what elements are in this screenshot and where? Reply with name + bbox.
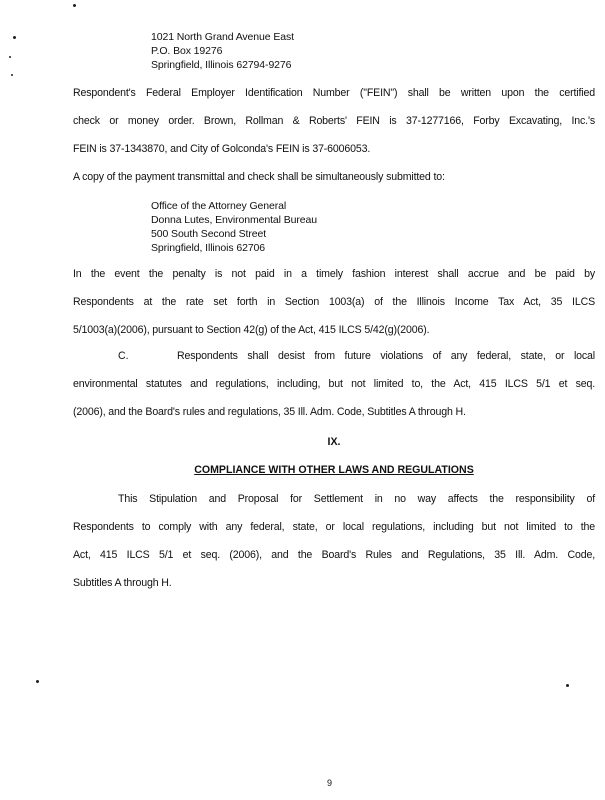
scan-speck — [566, 684, 569, 687]
ag-address-office: Office of the Attorney General — [151, 200, 287, 212]
copy-instruction: A copy of the payment transmittal and check shall be simultaneously submitted to: — [73, 171, 445, 183]
section-number: IX. — [327, 436, 341, 448]
ag-address-bureau: Donna Lutes, Environmental Bureau — [151, 214, 317, 226]
compliance-paragraph-line-3: Act, 415 ILCS 5/1 et seq. (2006), and the Board's Rules and Regulations, 35 Ill. Adm. Code, — [73, 549, 595, 561]
fein-paragraph-line-3: FEIN is 37-1343870, and City of Golconda's FEIN is 37-6006053. — [73, 143, 371, 155]
scan-speck — [36, 680, 39, 683]
interest-paragraph-line-3: 5/1003(a)(2006), pursuant to Section 42(g) of the Act, 415 ILCS 5/42(g)(2006). — [73, 324, 430, 336]
paragraph-c-line-2: environmental statutes and regulations, including, but not limited to, the Act, 415 ILCS 5/1 et seq. — [73, 378, 595, 390]
paragraph-c-label: C. — [118, 350, 129, 362]
interest-paragraph-line-1: In the event the penalty is not paid in a timely fashion interest shall accrue and be paid by — [73, 268, 595, 280]
compliance-paragraph-line-2: Respondents to comply with any federal, state, or local regulations, including but not limited to the — [73, 521, 595, 533]
compliance-paragraph-line-1: This Stipulation and Proposal for Settlement in no way affects the responsibility of — [118, 493, 595, 505]
fein-paragraph-line-2: check or money order. Brown, Rollman & Roberts' FEIN is 37-1277166, Forby Excavating, Inc.'s — [73, 115, 595, 127]
scan-speck — [11, 74, 13, 76]
page-number: 9 — [327, 778, 332, 788]
scan-speck — [9, 56, 11, 58]
scan-speck — [13, 36, 16, 39]
section-heading: COMPLIANCE WITH OTHER LAWS AND REGULATIONS — [194, 464, 474, 476]
interest-paragraph-line-2: Respondents at the rate set forth in Section 1003(a) of the Illinois Income Tax Act, 35 ILCS — [73, 296, 595, 308]
address-line-city: Springfield, Illinois 62794-9276 — [151, 59, 292, 71]
fein-paragraph-line-1: Respondent's Federal Employer Identification Number ("FEIN") shall be written upon the certified — [73, 87, 595, 99]
address-line-pobox: P.O. Box 19276 — [151, 45, 223, 57]
ag-address-street: 500 South Second Street — [151, 228, 267, 240]
ag-address-city: Springfield, Illinois 62706 — [151, 242, 266, 254]
paragraph-c-line-3: (2006), and the Board's rules and regulations, 35 Ill. Adm. Code, Subtitles A through H. — [73, 406, 466, 418]
scan-speck — [73, 4, 76, 7]
address-line-street: 1021 North Grand Avenue East — [151, 31, 294, 43]
paragraph-c-line-1: Respondents shall desist from future violations of any federal, state, or local — [177, 350, 595, 362]
compliance-paragraph-line-4: Subtitles A through H. — [73, 577, 172, 589]
